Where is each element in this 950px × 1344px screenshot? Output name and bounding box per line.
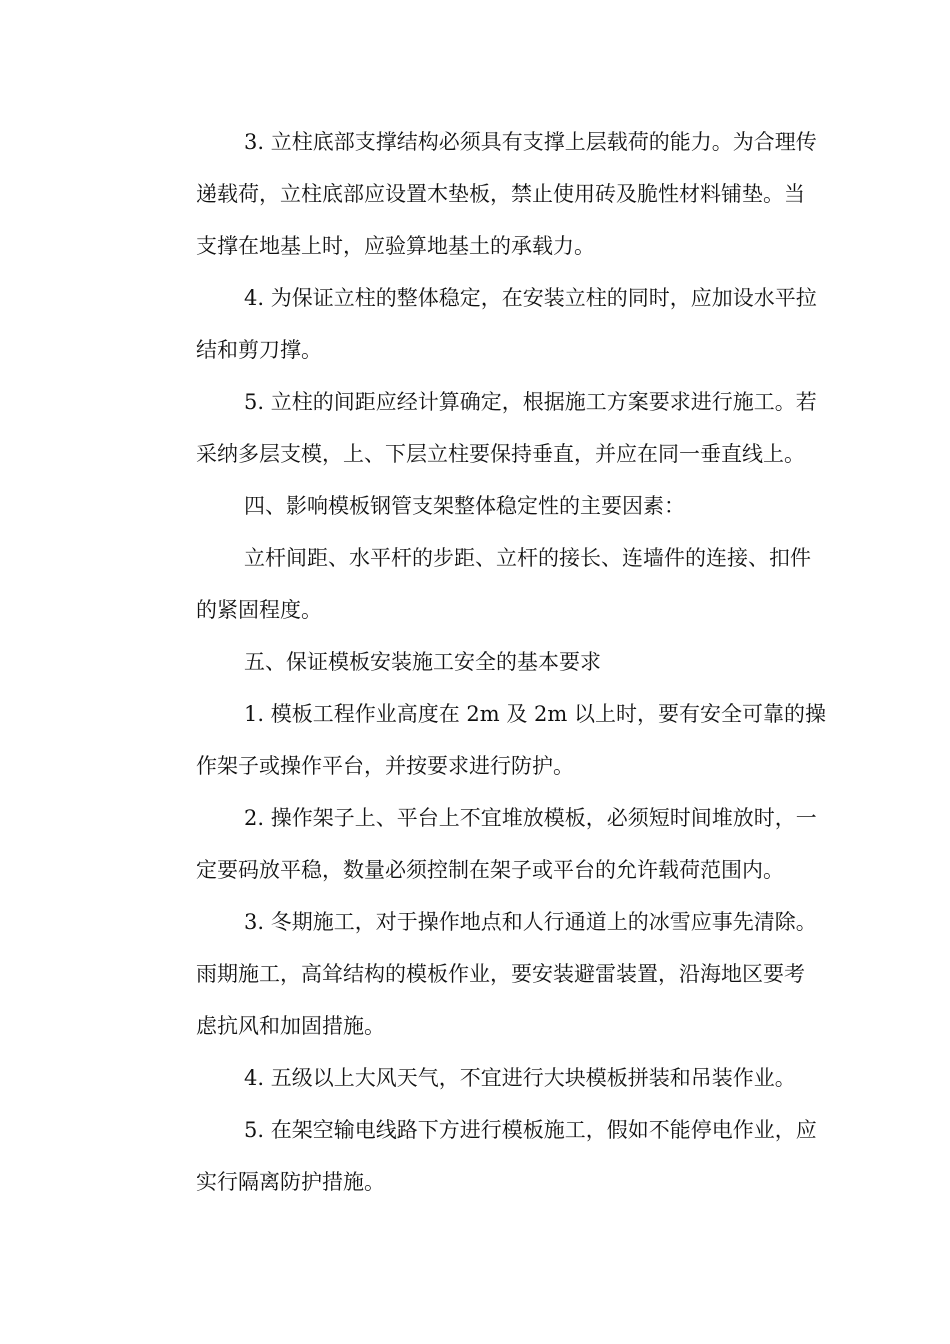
- text-line: 3. 冬期施工，对于操作地点和人行通道上的冰雪应事先清除。: [244, 910, 817, 934]
- text-line: 虑抗风和加固措施。: [196, 1014, 385, 1038]
- text-line: 4. 五级以上大风天气，不宜进行大块模板拼装和吊装作业。: [244, 1066, 796, 1090]
- paragraph-4-strong-wind: [148, 1052, 808, 1104]
- paragraph-4-overall-stability: [148, 272, 817, 376]
- text-line: 结和剪刀撑。: [196, 338, 322, 362]
- text-line: 3. 立柱底部支撑结构必须具有支撑上层载荷的能力。为合理传: [244, 130, 817, 154]
- document-body: [148, 116, 826, 1208]
- paragraph-5-power-lines: [148, 1104, 817, 1208]
- text-line: 的紧固程度。: [196, 598, 322, 622]
- section-heading-five: [148, 636, 808, 688]
- text-line: 5. 在架空输电线路下方进行模板施工，假如不能停电作业，应: [244, 1118, 817, 1142]
- text-line: 作架子或操作平台，并按要求进行防护。: [196, 754, 574, 778]
- text-line: 采纳多层支模，上、下层立柱要保持垂直，并应在同一垂直线上。: [196, 442, 805, 466]
- text-line: 5. 立柱的间距应经计算确定，根据施工方案要求进行施工。若: [244, 390, 817, 414]
- paragraph-5-column-spacing: [148, 376, 817, 480]
- text-line: 定要码放平稳，数量必须控制在架子或平台的允许载荷范围内。: [196, 858, 784, 882]
- text-line: 雨期施工，高耸结构的模板作业，要安装避雷装置，沿海地区要考: [196, 962, 805, 986]
- paragraph-2-platform-stacking: [148, 792, 817, 896]
- text-line: 1. 模板工程作业高度在 2m 及 2m 以上时，要有安全可靠的操: [244, 702, 826, 726]
- text-line: 递载荷，立柱底部应设置木垫板，禁止使用砖及脆性材料铺垫。当: [196, 182, 805, 206]
- text-line: 立杆间距、水平杆的步距、立杆的接长、连墙件的连接、扣件: [244, 546, 811, 570]
- text-line: 2. 操作架子上、平台上不宜堆放模板，必须短时间堆放时，一: [244, 806, 817, 830]
- text-line: 实行隔离防护措施。: [196, 1170, 385, 1194]
- paragraph-3-column-base: [148, 116, 817, 272]
- paragraph-stability-factors: [148, 532, 811, 636]
- section-heading: 四、影响模板钢管支架整体稳定性的主要因素：: [244, 494, 685, 518]
- section-heading: 五、保证模板安装施工安全的基本要求: [244, 650, 601, 674]
- section-heading-four: [148, 480, 808, 532]
- text-line: 支撑在地基上时，应验算地基土的承载力。: [196, 234, 595, 258]
- text-line: 4. 为保证立柱的整体稳定，在安装立柱的同时，应加设水平拉: [244, 286, 817, 310]
- paragraph-1-work-height: [148, 688, 826, 792]
- paragraph-3-seasonal-construction: [148, 896, 817, 1052]
